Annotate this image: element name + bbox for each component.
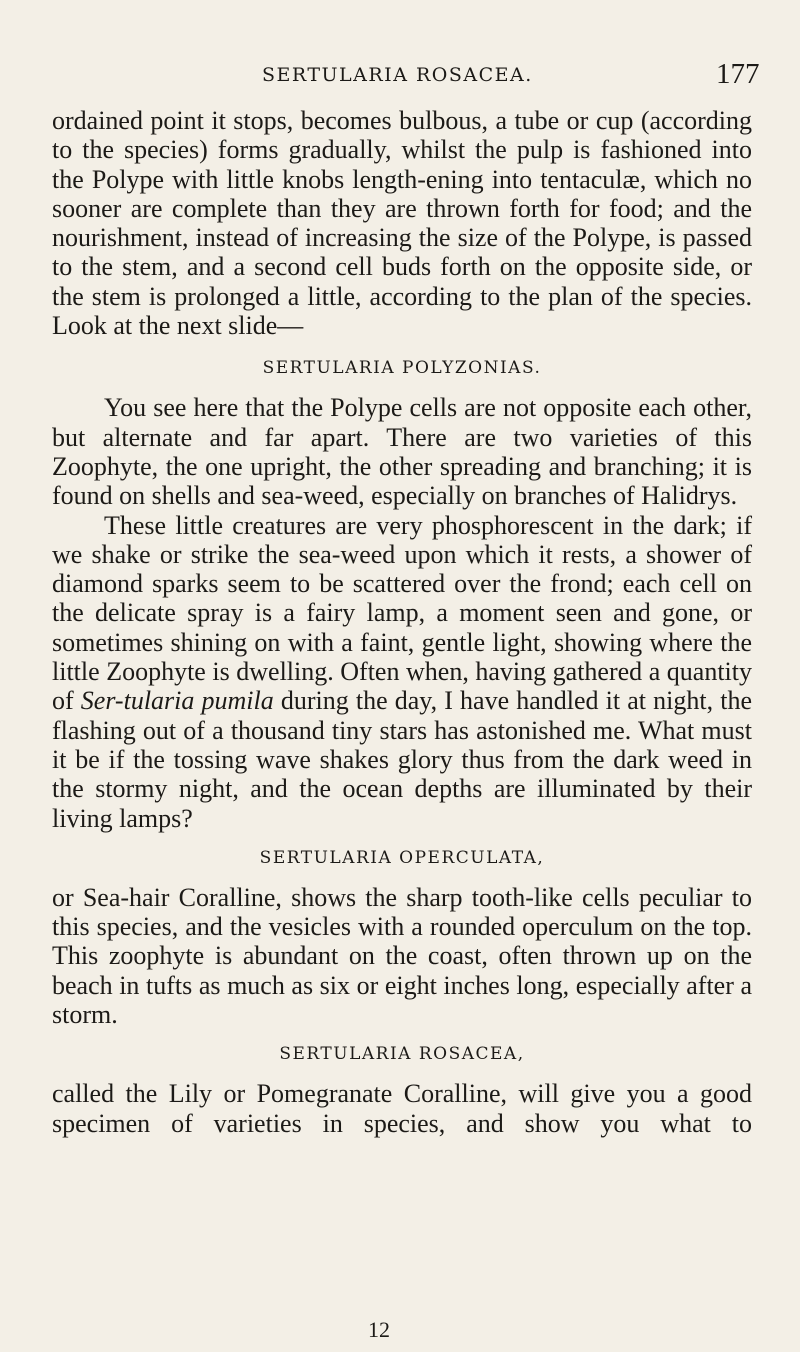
paragraph-operculata: or Sea-hair Coralline, shows the sharp tooth-like cells peculiar to this species, and the vesicles with a rounded operculum on the top. This zoophyte is abundant on the coast, often thrown up on the beach in tufts as much as six or eight inches long, especially after a storm. — [52, 882, 752, 1030]
page-number: 177 — [716, 58, 760, 90]
section-heading-polyzonias: SERTULARIA POLYZONIAS. — [262, 358, 542, 379]
paragraph-phosphorescence — [52, 511, 752, 833]
signature-mark: 12 — [368, 1317, 390, 1342]
paragraph-rosacea: called the Lily or Pomegranate Coralline, will give you a good specimen of varieties in species, and show you what to — [52, 1079, 752, 1138]
section-heading-operculata: SERTULARIA OPERCULATA, — [259, 847, 545, 868]
species-name-italic: Ser-tularia pumila — [80, 686, 274, 716]
paragraph-text: during the day, I have handled it at night, the flashing out of a thousand tiny stars has astonished me. What must it be if the tossing wave shakes glory thus from the dark weed in the stormy night, and the ocean depths are illuminated by their living lamps? — [52, 686, 752, 833]
paragraph-continued: ordained point it stops, becomes bulbous, a tube or cup (according to the species) forms gradually, whilst the pulp is fashioned into the Polype with little knobs length-ening into tentaculæ, which no sooner are complete than they are thrown forth for food; and the nourishment, instead of increasing the size of the Polype, is passed to the stem, and a second cell buds forth on the opposite side, or the stem is prolonged a little, according to the plan of the species. Look at the next slide— — [52, 106, 752, 341]
section-heading-rosacea: SERTULARIA ROSACEA, — [279, 1044, 525, 1065]
page-header — [0, 58, 800, 98]
paragraph-polyzonias: You see here that the Polype cells are not opposite each other, but alternate and far apart. There are two varieties of this Zoophyte, the one upright, the other spreading and branching; it is found on shells and sea-weed, especially on branches of Halidrys. — [52, 393, 752, 511]
body-text — [52, 106, 752, 1138]
running-head: SERTULARIA ROSACEA. — [262, 64, 533, 86]
paragraph-text: These little creatures are very phosphorescent in the dark; if we shake or strike the sea-weed upon which it rests, a shower of diamond sparks seem to be scattered over the frond; each cell on the delicate spray is a fairy lamp, a moment seen and gone, or sometimes shining on with a faint, gentle light, showing where the little Zoophyte is dwelling. Often when, having gathered a quantity of — [52, 510, 752, 716]
